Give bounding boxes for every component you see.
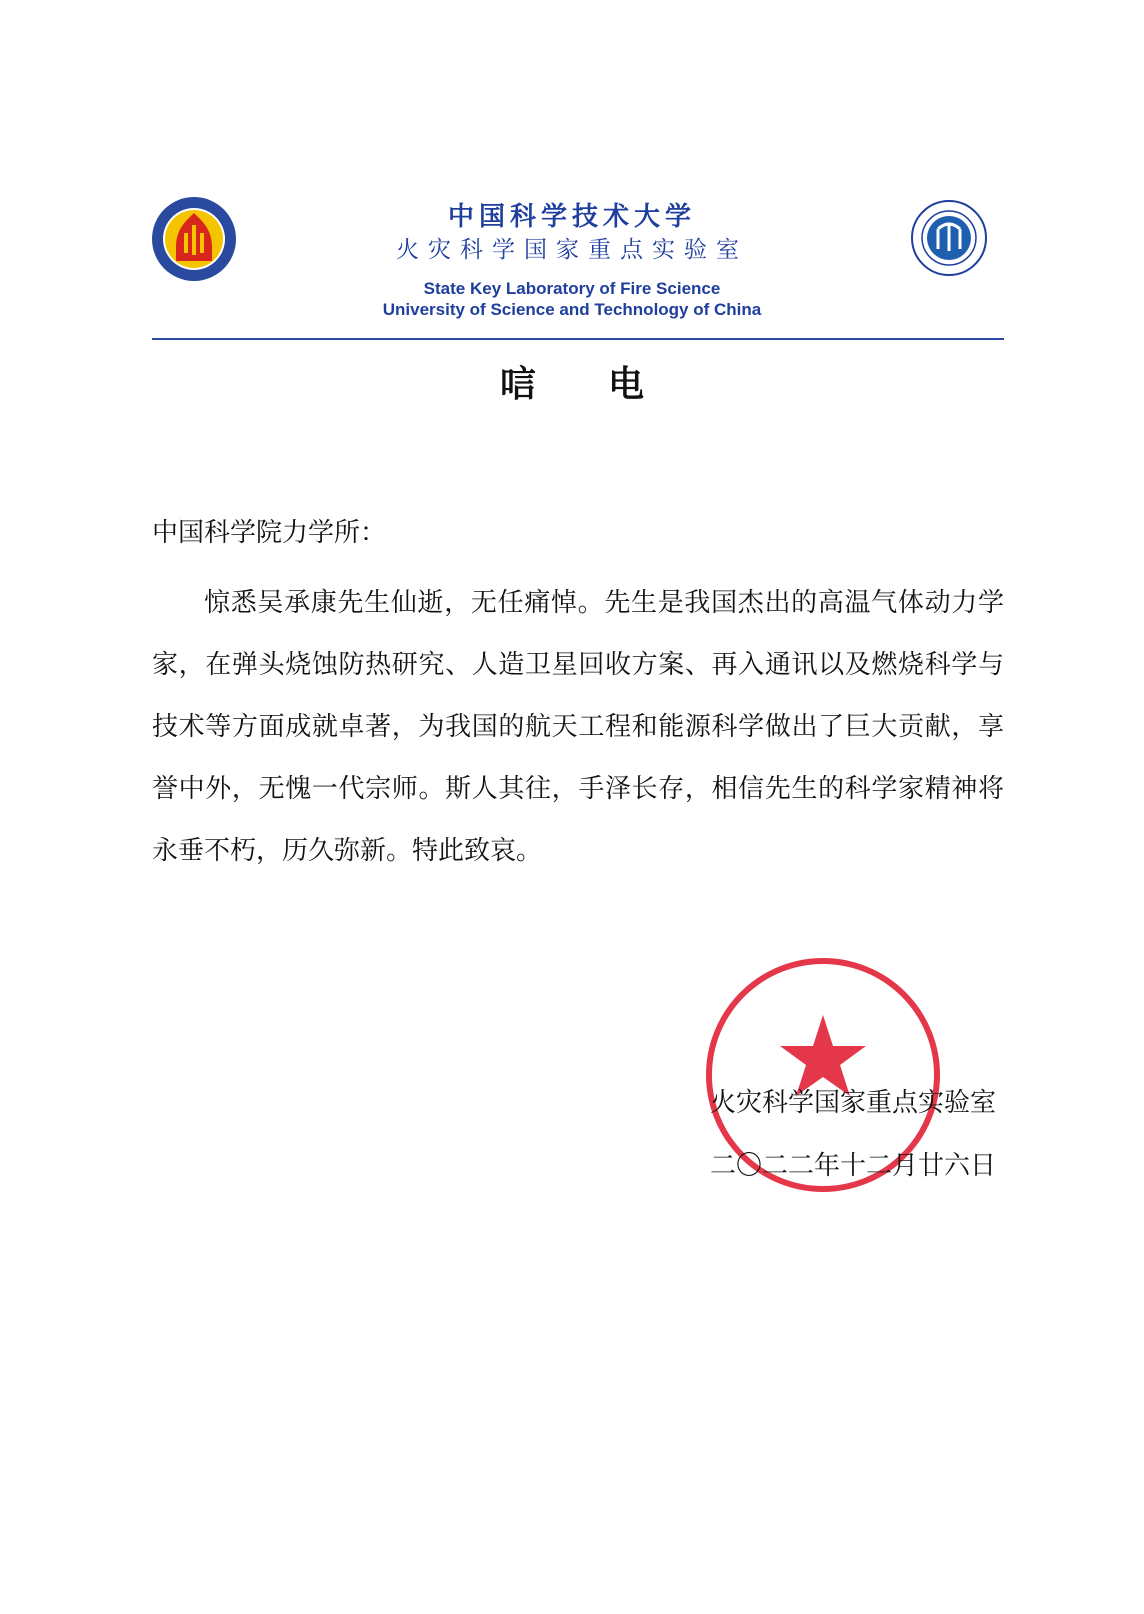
header-divider: [152, 338, 1004, 340]
signature-date: 二〇二二年十二月廿六日: [709, 1151, 996, 1181]
header-university-en: University of Science and Technology of China: [382, 300, 762, 319]
header-university-cn: 中国科学技术大学: [447, 202, 696, 232]
body-paragraph: 惊悉吴承康先生仙逝，无任痛悼。先生是我国杰出的高温气体动力学家，在弹头烧蚀防热研究、人造卫星回收方案、再入通讯以及燃烧科学与技术等方面成就卓著，为我国的航天工程和能源科学做出了巨大贡献，享誉中外，无愧一代宗师。斯人其往，手泽长存，相信先生的科学家精神将永垂不朽，历久弥新。特此致哀。: [152, 588, 1004, 866]
salutation: 中国科学院力学所：: [152, 518, 387, 548]
header-lab-cn: 火灾科学国家重点实验室: [396, 237, 748, 263]
header-lab-en: State Key Laboratory of Fire Science: [423, 279, 721, 298]
document-title: 唁电: [499, 364, 716, 405]
signature-organization: 火灾科学国家重点实验室: [709, 1088, 996, 1118]
